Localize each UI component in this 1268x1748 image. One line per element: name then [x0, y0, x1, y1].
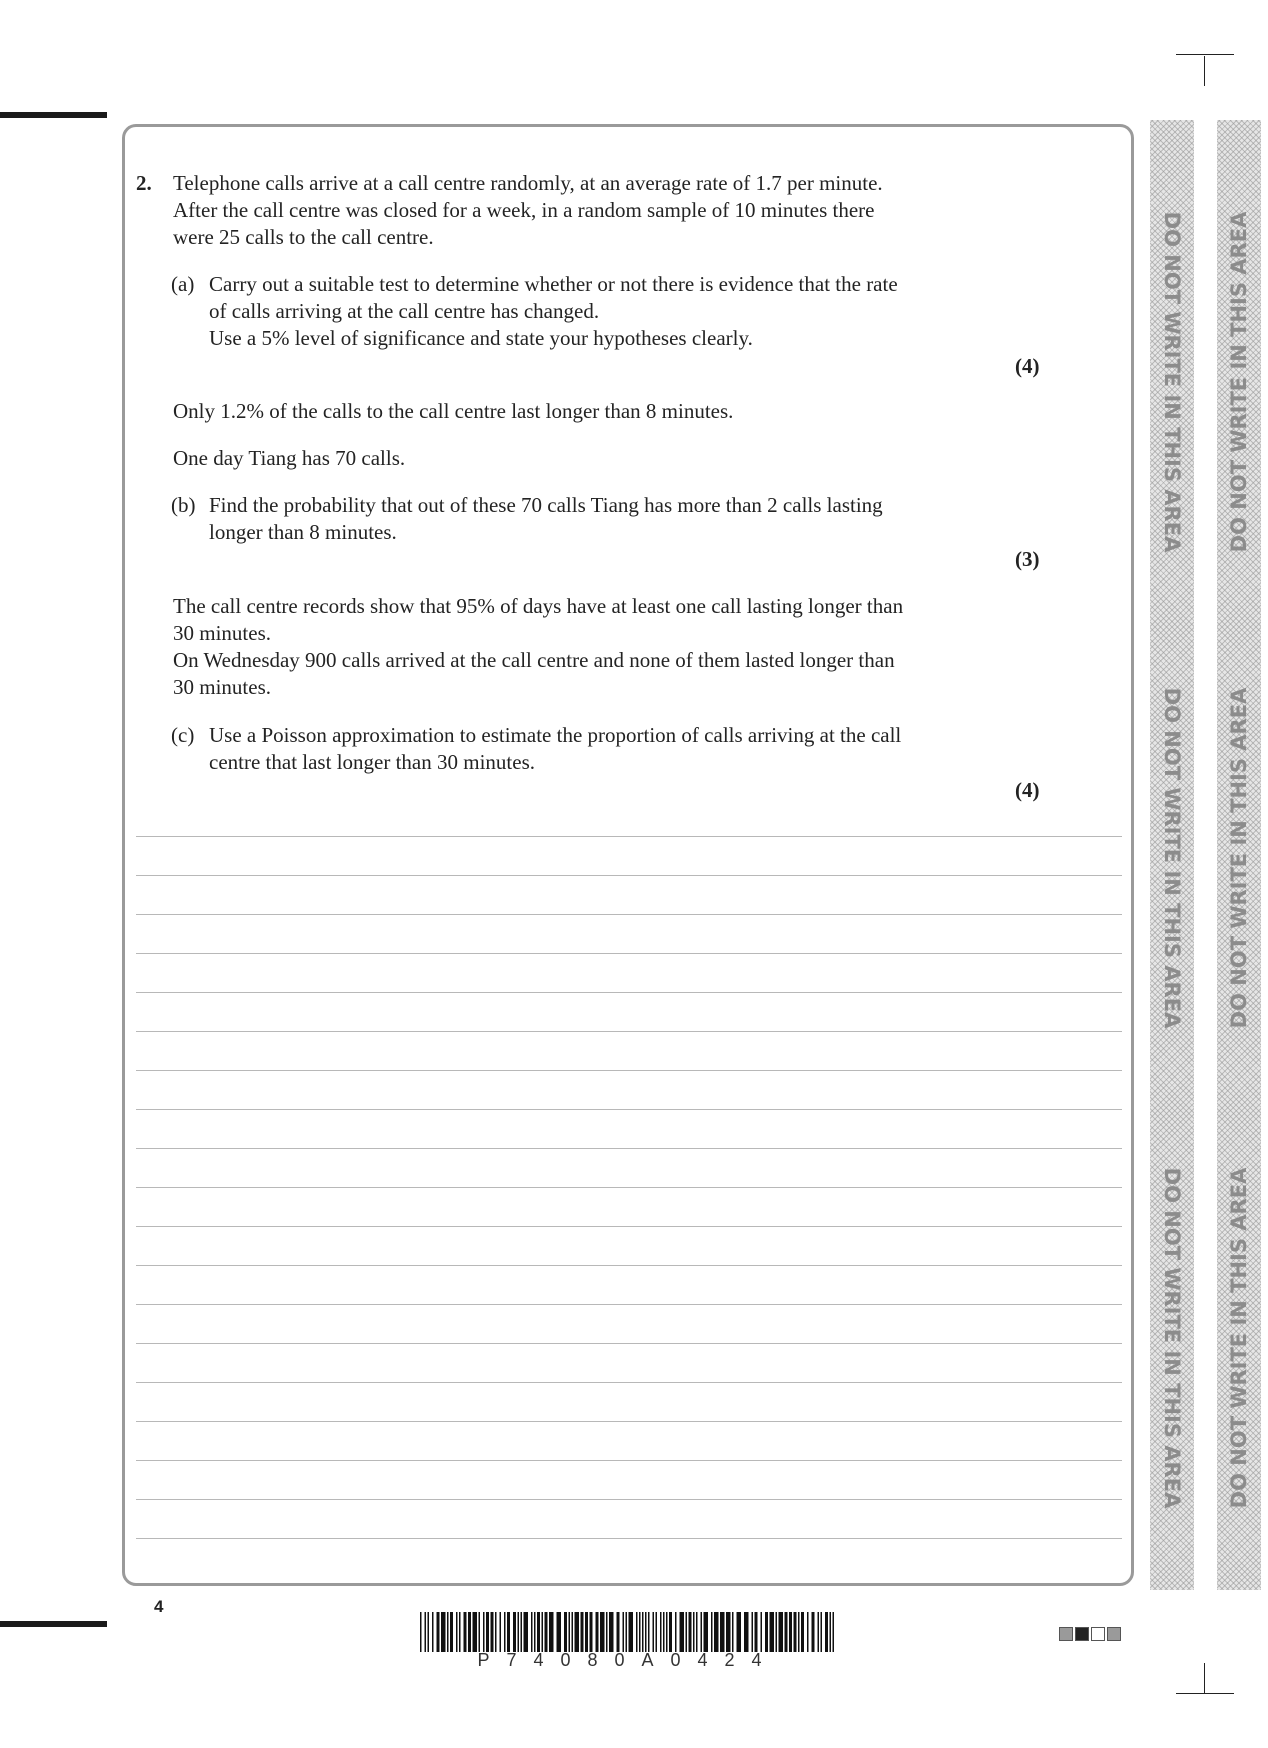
margin-label: DO NOT WRITE IN THIS AREA — [1160, 687, 1184, 1029]
part-b-label: (b) — [171, 493, 196, 517]
question-number: 2. — [136, 171, 152, 195]
answer-line[interactable] — [136, 1538, 1122, 1539]
margin-label: DO NOT WRITE IN THIS AREA — [1160, 211, 1184, 553]
answer-line[interactable] — [136, 1304, 1122, 1305]
registration-bar-bottom — [0, 1621, 107, 1627]
answer-line[interactable] — [136, 1187, 1122, 1188]
part-b-line: longer than 8 minutes. — [209, 520, 397, 544]
question-intro-line: After the call centre was closed for a week, in a random sample of 10 minutes there — [173, 198, 875, 222]
answer-line[interactable] — [136, 1031, 1122, 1032]
part-a-marks: (4) — [1015, 354, 1040, 378]
crop-mark-top-h — [1176, 54, 1234, 55]
progress-square — [1091, 1627, 1105, 1641]
barcode — [418, 1612, 838, 1652]
part-a-line: of calls arriving at the call centre has changed. — [209, 299, 600, 323]
question-intro-line: were 25 calls to the call centre. — [173, 225, 434, 249]
crop-mark-bottom-h — [1176, 1693, 1234, 1694]
margin-strip-outer — [1217, 120, 1261, 1590]
progress-square — [1059, 1627, 1073, 1641]
answer-line[interactable] — [136, 1265, 1122, 1266]
info-text: One day Tiang has 70 calls. — [173, 446, 406, 470]
info-text: On Wednesday 900 calls arrived at the call centre and none of them lasted longer than — [173, 648, 895, 672]
part-a-line: Use a 5% level of significance and state your hypotheses clearly. — [209, 326, 753, 350]
answer-line[interactable] — [136, 1070, 1122, 1071]
question-intro-line: Telephone calls arrive at a call centre randomly, at an average rate of 1.7 per minute. — [173, 171, 883, 195]
part-c-line: centre that last longer than 30 minutes. — [209, 750, 535, 774]
answer-line[interactable] — [136, 992, 1122, 993]
progress-square — [1075, 1627, 1089, 1641]
part-a-label: (a) — [171, 272, 195, 296]
crop-mark-bottom-v — [1204, 1663, 1205, 1693]
part-b-marks: (3) — [1015, 547, 1040, 571]
part-c-label: (c) — [171, 723, 195, 747]
info-text: 30 minutes. — [173, 621, 271, 645]
info-text: Only 1.2% of the calls to the call centre last longer than 8 minutes. — [173, 399, 734, 423]
answer-line[interactable] — [136, 914, 1122, 915]
answer-line[interactable] — [136, 1421, 1122, 1422]
answer-line[interactable] — [136, 1499, 1122, 1500]
margin-label: DO NOT WRITE IN THIS AREA — [1160, 1167, 1184, 1509]
part-c-marks: (4) — [1015, 778, 1040, 802]
answer-line[interactable] — [136, 1460, 1122, 1461]
answer-line[interactable] — [136, 1382, 1122, 1383]
answer-line[interactable] — [136, 1148, 1122, 1149]
part-b-line: Find the probability that out of these 70 calls Tiang has more than 2 calls lasting — [209, 493, 883, 517]
crop-mark-top-v — [1204, 56, 1205, 86]
info-text: The call centre records show that 95% of days have at least one call lasting longer than — [173, 594, 904, 618]
registration-bar-top — [0, 112, 107, 118]
answer-line[interactable] — [136, 875, 1122, 876]
part-a-line: Carry out a suitable test to determine whether or not there is evidence that the rate — [209, 272, 898, 296]
margin-label: DO NOT WRITE IN THIS AREA — [1227, 1167, 1251, 1509]
answer-line[interactable] — [136, 1226, 1122, 1227]
progress-square — [1107, 1627, 1121, 1641]
barcode-text: P74080A0424 — [477, 1650, 779, 1670]
page-number: 4 — [154, 1597, 164, 1616]
answer-line[interactable] — [136, 836, 1122, 837]
answer-line[interactable] — [136, 1109, 1122, 1110]
info-text: 30 minutes. — [173, 675, 271, 699]
margin-label: DO NOT WRITE IN THIS AREA — [1227, 687, 1251, 1029]
margin-label: DO NOT WRITE IN THIS AREA — [1227, 211, 1251, 553]
answer-line[interactable] — [136, 1343, 1122, 1344]
margin-strip-inner — [1150, 120, 1194, 1590]
answer-line[interactable] — [136, 953, 1122, 954]
part-c-line: Use a Poisson approximation to estimate the proportion of calls arriving at the call — [209, 723, 902, 747]
